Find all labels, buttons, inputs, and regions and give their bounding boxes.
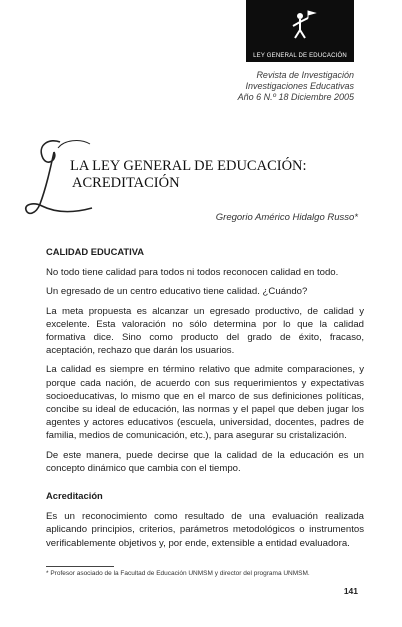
journal-line: Revista de Investigación	[256, 70, 354, 80]
footnote: * Profesor asociado de la Facultad de Educación UNMSM y director del programa UNMSM.	[46, 570, 310, 577]
paragraph: La calidad es siempre en término relativo que admite comparaciones, y porque cada nación, de acuerdo con sus requerimientos y expectativas socioeducativas, lo mismo que en el marco de sus definiciones políticas, concibe su ideal de educación, las normas y el papel que deben jugar los agentes y actores educativos (escuela, universidad, docentes, padres de familia, medios de comunicación, etc.), para asegurar su cristalización.	[46, 364, 364, 442]
paragraph: La meta propuesta es alcanzar un egresado productivo, de calidad y excelente. Esta valoración no sólo determina por lo que la calidad formativa dice. Sino como producto del grado de éxito, fracaso, aceptación, rechazo que darán los usuarios.	[46, 305, 364, 357]
header-logo	[246, 0, 354, 62]
paragraph: No todo tiene calidad para todos ni todos reconocen calidad en todo.	[46, 267, 339, 279]
footnote-divider	[46, 566, 114, 567]
article-body	[46, 245, 364, 556]
section-heading: CALIDAD EDUCATIVA	[46, 246, 145, 257]
article-title	[70, 158, 370, 192]
page-number: 141	[343, 586, 358, 596]
logo-caption: LEY GENERAL DE EDUCACIÓN	[253, 53, 347, 59]
paragraph: Un egresado de un centro educativo tiene calidad. ¿Cuándo?	[46, 286, 308, 298]
figure-with-flag-icon	[282, 10, 318, 40]
title-line: ACREDITACIÓN	[72, 175, 180, 191]
paragraph: Es un reconocimiento como resultado de una evaluación realizada aplicando principios, criterios, parámetros metodológicos o instrumentos verificablemente objetivos y, por ende, extensible a entidad evaluadora.	[46, 511, 364, 549]
author-name: Gregorio Américo Hidalgo Russo*	[215, 212, 358, 223]
journal-info	[194, 70, 354, 103]
journal-line: Investigaciones Educativas	[245, 81, 354, 91]
journal-line: Año 6 N.º 18 Diciembre 2005	[237, 92, 354, 102]
section-heading: Acreditación	[46, 490, 103, 502]
title-line: LA LEY GENERAL DE EDUCACIÓN:	[70, 158, 307, 174]
paragraph: De este manera, puede decirse que la calidad de la educación es un concepto dinámico que cambia con el tiempo.	[46, 449, 364, 474]
